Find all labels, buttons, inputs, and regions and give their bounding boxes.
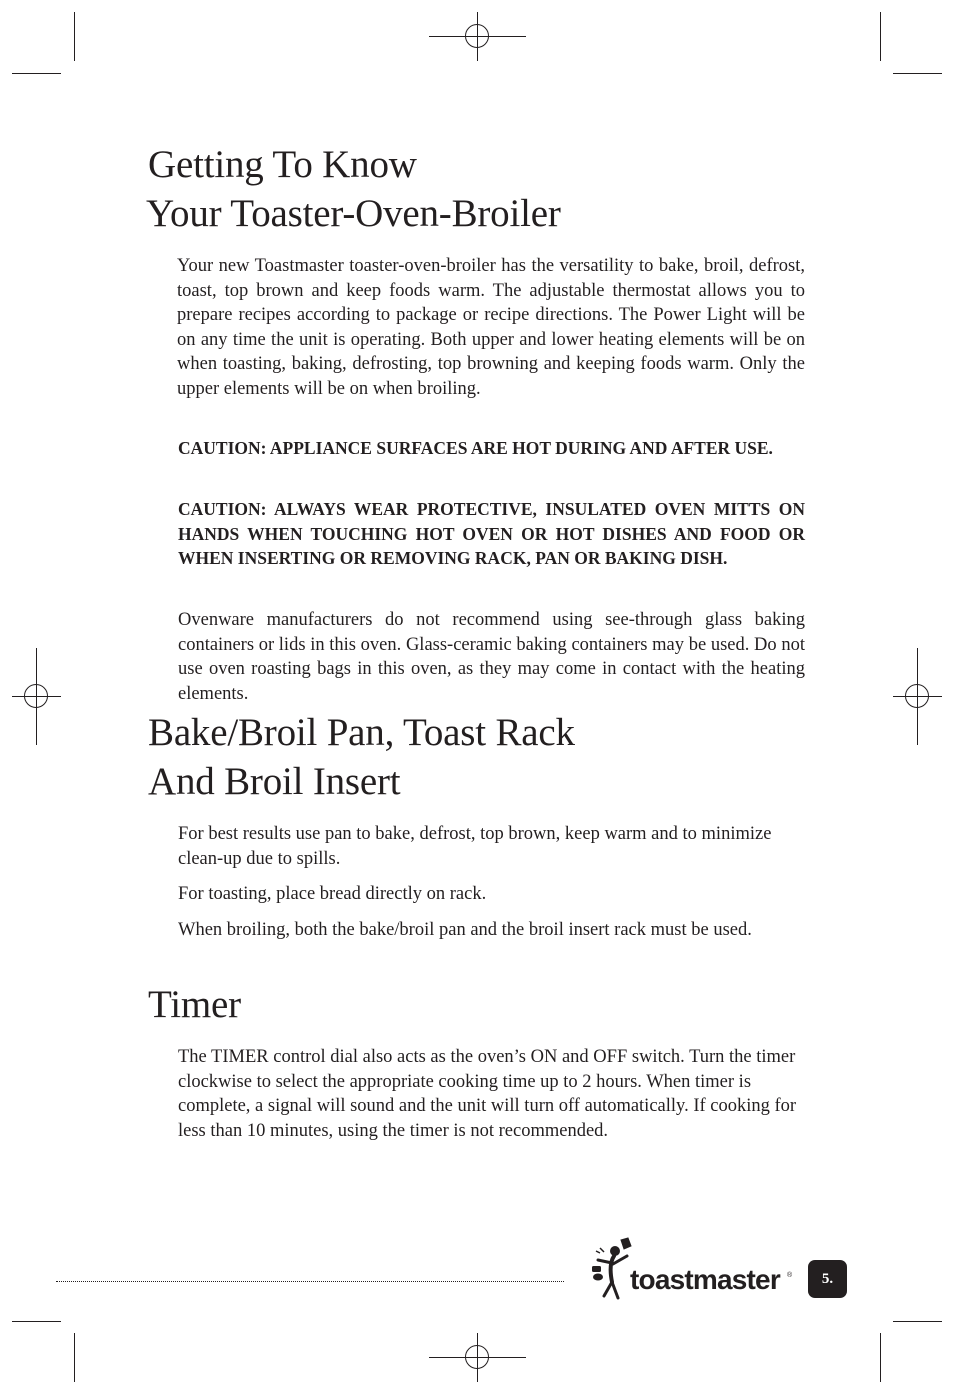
footer-dotted-rule: [56, 1281, 564, 1282]
registration-mark-icon: ®: [787, 1272, 793, 1279]
toastmaster-chef-logo-icon: [590, 1236, 634, 1304]
pan-usage-paragraph: For best results use pan to bake, defrost, top brown, keep warm and to minimize clean-up due to spills.: [178, 824, 772, 869]
page-number-badge: 5.: [808, 1260, 847, 1298]
caution-oven-mitts: CAUTION: ALWAYS WEAR PROTECTIVE, INSULATED OVEN MITTS ON HANDS WHEN TOUCHING HOT OVEN OR HOT DISHES AND FOOD OR WHEN INSERTING OR REMOVING RACK, PAN OR BAKING DISH.: [178, 499, 805, 568]
section-heading-getting-to-know: [148, 140, 561, 238]
intro-paragraph: Your new Toastmaster toaster-oven-broiler has the versatility to bake, broil, defrost, toast, top brown and keep foods warm. The adjustable thermostat allows you to prepare recipes according to package or recipe directions. The Power Light will be on any time the unit is operating. Both upper and lower heating elements will be on when toasting, baking, defrosting, top browning and keeping foods warm. Only the upper elements will be on when broiling.: [177, 256, 805, 399]
timer-paragraph: The TIMER control dial also acts as the oven’s ON and OFF switch. Turn the timer clockwise to select the appropriate cooking time up to 2 hours. When timer is complete, a signal will sound and the unit will turn off automatically. If cooking for less than 10 minutes, using the timer is not recommended.: [178, 1047, 797, 1141]
ovenware-paragraph: Ovenware manufacturers do not recommend using see-through glass baking containers or lids in this oven. Glass-ceramic baking containers may be used. Do not use oven roasting bags in this oven, as they may come in contact with the heating elements.: [178, 610, 805, 704]
section-heading-timer: [148, 980, 241, 1029]
heading-line-2: Your Toaster-Oven-Broiler: [146, 192, 561, 235]
toastmaster-logo: [590, 1236, 800, 1304]
section-heading-bake-broil-pan: [148, 708, 575, 806]
heading-line-2: And Broil Insert: [148, 760, 401, 803]
toasting-paragraph: For toasting, place bread directly on rack.: [178, 884, 487, 904]
heading-line-1: Bake/Broil Pan, Toast Rack: [148, 711, 575, 754]
heading-line-1: Timer: [148, 983, 241, 1026]
broiling-paragraph: When broiling, both the bake/broil pan and the broil insert rack must be used.: [178, 920, 752, 940]
heading-line-1: Getting To Know: [148, 143, 417, 186]
caution-hot-surfaces: CAUTION: APPLIANCE SURFACES ARE HOT DURING AND AFTER USE.: [178, 438, 773, 458]
brand-wordmark: toastmaster: [630, 1264, 780, 1295]
